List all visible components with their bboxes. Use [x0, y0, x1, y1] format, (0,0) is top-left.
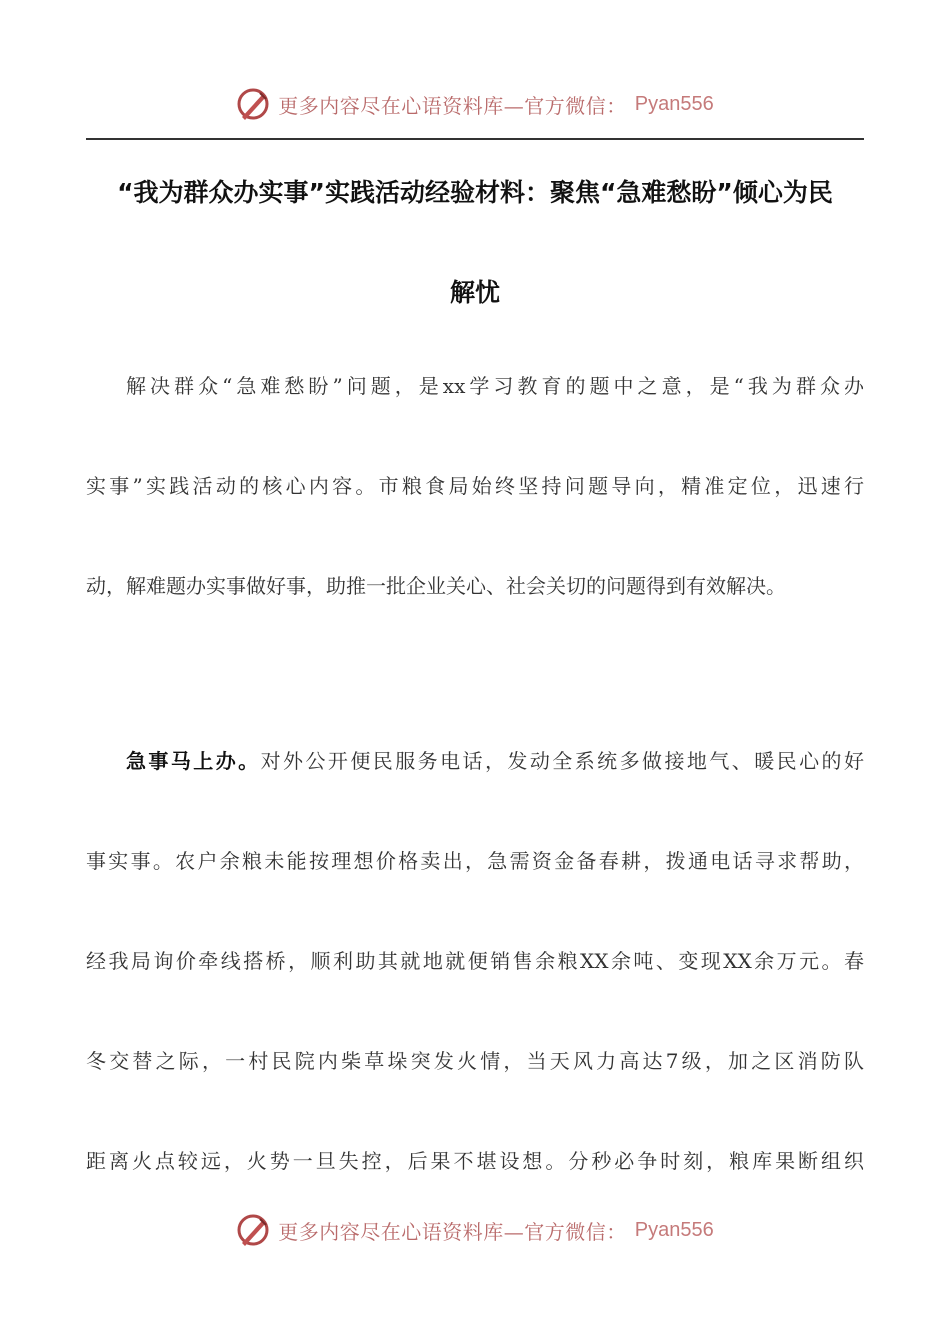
document-title	[86, 168, 864, 318]
paragraph-line: 解决群众“急难愁盼”问题，是xx学习教育的题中之意，是“我为群众办	[126, 374, 864, 398]
paragraph-intro	[86, 336, 864, 636]
footer-watermark	[0, 1210, 950, 1250]
header-divider	[86, 138, 864, 140]
watermark-text: 更多内容尽在心语资料库—官方微信：	[278, 1219, 627, 1244]
watermark-id: Pyan556	[634, 1218, 714, 1241]
paragraph-urgent-matters	[86, 711, 864, 1211]
paragraph-line: 距离火点较远，火势一旦失控，后果不堪设想。分秒必争时刻，粮库果断组织	[86, 1149, 864, 1173]
title-line-2: 解忧	[449, 278, 500, 307]
paragraph-line: 实事”实践活动的核心内容。市粮食局始终坚持问题导向，精准定位，迅速行	[86, 474, 864, 498]
pen-logo-icon	[236, 1213, 270, 1247]
paragraph-lead: 急事马上办。	[126, 749, 261, 773]
pen-logo-icon	[236, 87, 270, 121]
paragraph-line: 事实事。农户余粮未能按理想价格卖出，急需资金备春耕，拨通电话寻求帮助，	[86, 849, 864, 873]
header-watermark	[0, 84, 950, 124]
paragraph-line-text: 对外公开便民服务电话，发动全系统多做接地气、暖民心的好	[260, 749, 864, 773]
watermark-id: Pyan556	[634, 92, 714, 115]
paragraph-line: 动，解难题办实事做好事，助推一批企业关心、社会关切的问题得到有效解决。	[86, 574, 786, 598]
paragraph-line	[86, 711, 864, 811]
paragraph-line: 经我局询价牵线搭桥，顺利助其就地就便销售余粮XX余吨、变现XX余万元。春	[86, 949, 864, 973]
title-line-1: “我为群众办实事”实践活动经验材料：聚焦“急难愁盼”倾心为民	[117, 178, 833, 207]
watermark-text: 更多内容尽在心语资料库—官方微信：	[278, 93, 627, 118]
paragraph-line: 冬交替之际，一村民院内柴草垛突发火情，当天风力高达7级，加之区消防队	[86, 1049, 864, 1073]
